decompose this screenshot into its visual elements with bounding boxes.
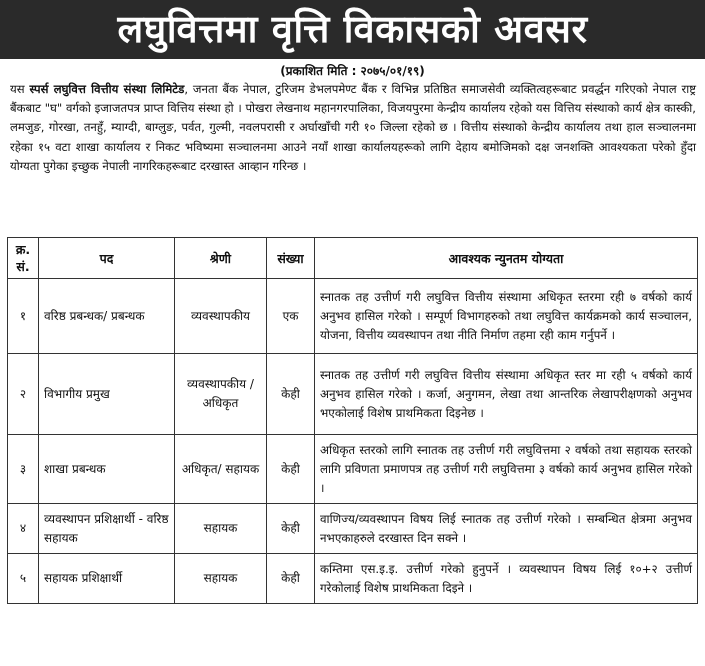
row-level: सहायक [175, 504, 267, 554]
row-qualification: वाणिज्य/व्यवस्थापन विषय लिई स्नातक तह उत्तीर्ण गरेको । सम्बन्धित क्षेत्रमा अनुभव नभएकाहरुले दरखास्त दिन सक्ने । [315, 504, 698, 554]
intro-body: , जनता बैंक नेपाल, टुरिजम डेभलपमेण्ट बैंक र विभिन्न प्रतिष्ठित समाजसेवी व्यक्तित्वहरूबाट प्रवर्द्धन गरिएको नेपाल राष्ट्र बैंकबाट "घ" वर्गको इजाजतपत्र प्राप्त वित्तिय संस्था हो । पोखरा लेखनाथ महानगरपालिका, विजयपुरमा केन्द्रीय कार्यालय रहेको यस वित्तिय संस्थाको कार्य क्षेत्र कास्की, लमजुङ, गोरखा, तनहुँ, म्याग्दी, बाग्लुङ, पर्वत, गुल्मी, नवलपरासी र अर्घाखाँची गरी १० जिल्ला रहेको छ । वित्तीय संस्थाको केन्द्रीय कार्यालय तथा हाल सञ्चालनमा रहेका १५ वटा शाखा कार्यालय र निकट भविष्यमा सञ्चालनमा आउने नयाँ शाखा कार्यालयहरूको लागि देहाय बमोजिमको दक्ष जनशक्ति आवश्यकता परेको हुँदा योग्यता पुगेका इच्छुक नेपाली नागरिकहरूबाट दरखास्त आव्हान गरिन्छ । [10, 82, 697, 173]
table-row [8, 554, 698, 604]
row-sn: ५ [8, 554, 39, 604]
row-sn: ३ [8, 435, 39, 504]
row-qualification: स्नातक तह उत्तीर्ण गरी लघुवित्त वित्तीय संस्थामा अधिकृत स्तर मा रही ५ वर्षको कार्य अनुभव हासिल गरेको । कर्जा, अनुगमन, लेखा तथा आन्तरिक लेखापरीक्षणको अनुभव भएकोलाई विशेष प्राथमिकता दिइनेछ । [315, 354, 698, 435]
vacancy-table [7, 237, 698, 604]
table-row [8, 354, 698, 435]
table-row [8, 279, 698, 354]
row-post: विभागीय प्रमुख [39, 354, 175, 435]
row-level: व्यवस्थापकीय /अधिकृत [175, 354, 267, 435]
row-count: केही [267, 504, 315, 554]
row-sn: २ [8, 354, 39, 435]
row-qualification: अधिकृत स्तरको लागि स्नातक तह उत्तीर्ण गरी लघुवित्तमा २ वर्षको तथा सहायक स्तरको लागि प्रविणता प्रमाणपत्र तह उत्तीर्ण गरी लघुवित्तमा ३ वर्षको कार्य अनुभव हासिल गरेको । [315, 435, 698, 504]
header-post: पद [39, 238, 175, 279]
row-level: सहायक [175, 554, 267, 604]
intro-prefix: यस [10, 82, 30, 96]
header-level: श्रेणी [175, 238, 267, 279]
row-sn: १ [8, 279, 39, 354]
row-level: व्यवस्थापकीय [175, 279, 267, 354]
company-name: स्पर्स लघुवित्त वित्तीय संस्था लिमिटेड [29, 82, 185, 96]
header-sn: क्र. सं. [8, 238, 39, 279]
row-count: एक [267, 279, 315, 354]
row-qualification: कम्तिमा एस.इ.इ. उत्तीर्ण गरेको हुनुपर्ने । व्यवस्थापन विषय लिई १०+२ उत्तीर्ण गरेकोलाई विशेष प्राथमिकता दिइने । [315, 554, 698, 604]
header-count: संख्या [267, 238, 315, 279]
intro-paragraph [10, 80, 696, 176]
row-post: सहायक प्रशिक्षार्थी [39, 554, 175, 604]
row-post: व्यवस्थापन प्रशिक्षार्थी - वरिष्ठ सहायक [39, 504, 175, 554]
row-sn: ४ [8, 504, 39, 554]
row-count: केही [267, 554, 315, 604]
published-date: (प्रकाशित मिति : २०७५/०१/१९) [280, 64, 425, 78]
row-count: केही [267, 354, 315, 435]
page-title: लघुवित्तमा वृत्ति विकासको अवसर [0, 0, 705, 59]
row-post: शाखा प्रबन्धक [39, 435, 175, 504]
row-count: केही [267, 435, 315, 504]
header-qualification: आवश्यक न्युनतम योग्यता [315, 238, 698, 279]
table-header-row [8, 238, 698, 279]
row-level: अधिकृत/ सहायक [175, 435, 267, 504]
table-row [8, 435, 698, 504]
table-row [8, 504, 698, 554]
row-post: वरिष्ठ प्रबन्धक/ प्रबन्धक [39, 279, 175, 354]
row-qualification: स्नातक तह उत्तीर्ण गरी लघुवित्त वित्तीय संस्थामा अधिकृत स्तरमा रही ७ वर्षको कार्य अनुभव हासिल गरेको । सम्पूर्ण विभागहरुको तथा लघुवित्त कार्यक्रमको कार्य सञ्चालन, योजना, वित्तीय व्यवस्थापन तथा नीति निर्माण तहमा रही काम गर्नुपर्ने । [315, 279, 698, 354]
